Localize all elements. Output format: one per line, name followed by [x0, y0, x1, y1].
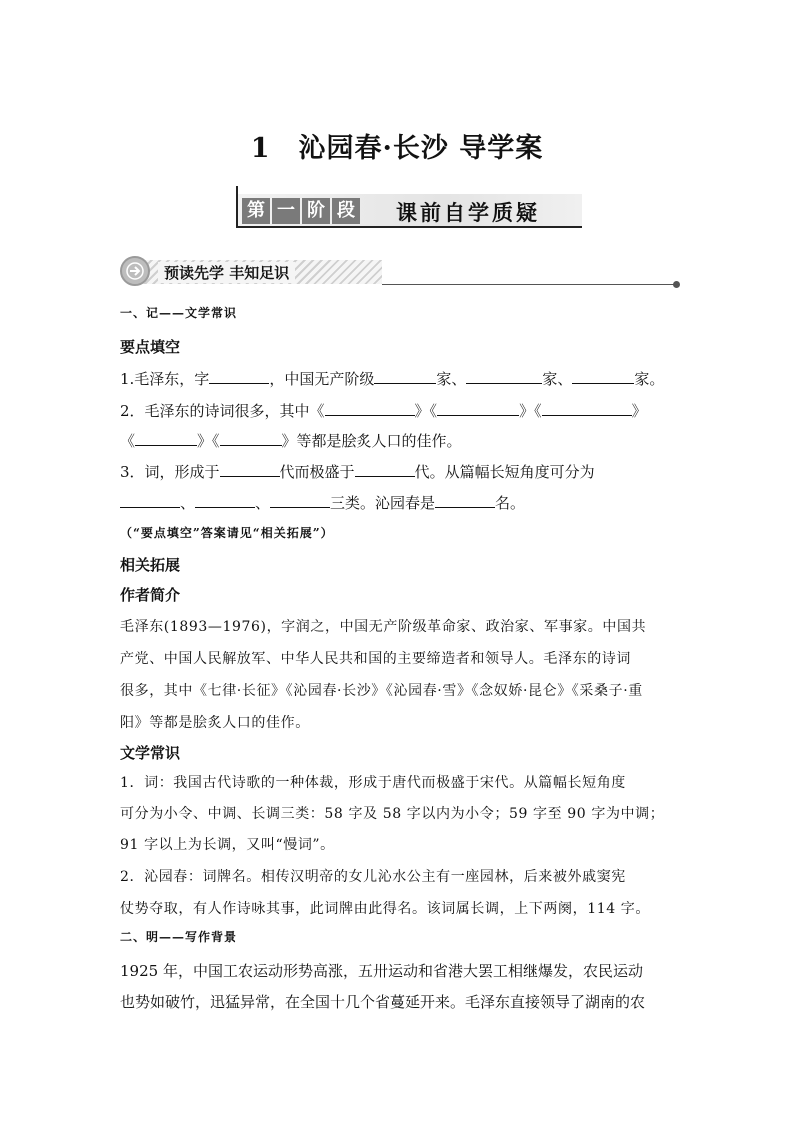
q2-text-d: 》 — [631, 402, 647, 420]
stage-vertical-rule — [236, 186, 238, 228]
q2-text-f: 》《 — [197, 432, 220, 450]
q3-text-b: 代而极盛于 — [279, 463, 355, 481]
stage-box: 第 — [242, 198, 270, 224]
stage-box: 阶 — [302, 198, 330, 224]
answer-blank[interactable] — [325, 401, 415, 416]
q2-text-g: 》等都是脍炙人口的佳作。 — [281, 432, 462, 450]
section-header — [120, 254, 680, 290]
question-3-continued — [120, 492, 525, 513]
section-rule-dot — [673, 281, 680, 288]
q1-text-e: 家。 — [634, 370, 665, 388]
answer-blank[interactable] — [195, 493, 255, 508]
author-text-line: 阳》等都是脍炙人口的佳作。 — [120, 715, 310, 731]
section-rule — [382, 284, 676, 285]
related-heading: 相关拓展 — [120, 556, 181, 574]
answer-blank[interactable] — [437, 401, 519, 416]
answer-blank[interactable] — [270, 493, 330, 508]
stage-number-boxes — [242, 198, 360, 224]
literary-text-line: 可分为小令、中调、长调三类：58 字及 58 字以内为小令；59 字至 90 字为中调； — [120, 806, 665, 822]
part1-heading: 一、记——文学常识 — [120, 306, 238, 320]
question-1 — [120, 368, 664, 389]
author-heading: 作者简介 — [120, 586, 181, 604]
answer-blank[interactable] — [220, 462, 280, 477]
arrow-right-circle-icon — [120, 256, 150, 286]
q3-text-c: 代。从篇幅长短角度可分为 — [414, 463, 595, 481]
question-3 — [120, 461, 595, 482]
answer-blank[interactable] — [120, 493, 180, 508]
answer-blank[interactable] — [572, 369, 634, 384]
author-text-line: 很多，其中《七律·长征》《沁园春·长沙》《沁园春·雪》《念奴娇·昆仑》《采桑子·重 — [120, 683, 643, 699]
literary-text-line: 1．词：我国古代诗歌的一种体裁，形成于唐代而极盛于宋代。从篇幅长短角度 — [120, 775, 626, 791]
q2-text-a: 2．毛泽东的诗词很多，其中《 — [120, 402, 325, 420]
author-text-line: 毛泽东(1893—1976)，字润之，中国无产阶级革命家、政治家、军事家。中国共 — [120, 619, 647, 635]
answer-blank[interactable] — [209, 369, 269, 384]
answer-blank[interactable] — [542, 401, 632, 416]
question-2-continued — [120, 430, 462, 451]
literary-text-line: 仗势夺取，有人作诗咏其事，此词牌由此得名。该词属长调，上下两阕，114 字。 — [120, 901, 650, 917]
background-text-line: 1925 年，中国工农运动形势高涨，五卅运动和省港大罢工相继爆发，农民运动 — [120, 962, 643, 980]
section-label: 预读先学 丰知足识 — [158, 262, 295, 283]
literary-text-line: 91 字以上为长调，又叫“慢词”。 — [120, 837, 335, 853]
q1-text-a: 1.毛泽东，字 — [120, 370, 210, 388]
q1-text-d: 家、 — [542, 370, 573, 388]
page-title: 1 沁园春·长沙 导学案 — [250, 133, 544, 164]
literary-text-line: 2．沁园春：词牌名。相传汉明帝的女儿沁水公主有一座园林，后来被外戚窦宪 — [120, 869, 626, 885]
answer-blank[interactable] — [135, 431, 197, 446]
answer-note: （“要点填空”答案请见“相关拓展”） — [120, 526, 334, 540]
q3-text-a: 3．词，形成于 — [120, 463, 220, 481]
answer-blank[interactable] — [355, 462, 415, 477]
q3-text-d: 、 — [180, 494, 196, 512]
stage-box: 一 — [272, 198, 300, 224]
answer-blank[interactable] — [435, 493, 495, 508]
q2-text-c: 》《 — [519, 402, 542, 420]
stage-box: 段 — [332, 198, 360, 224]
author-text-line: 产党、中国人民解放军、中华人民共和国的主要缔造者和领导人。毛泽东的诗词 — [120, 651, 631, 667]
q3-text-g: 名。 — [495, 494, 526, 512]
q3-text-e: 、 — [255, 494, 271, 512]
q2-text-b: 》《 — [414, 402, 438, 420]
question-2 — [120, 400, 647, 421]
stage-banner — [236, 186, 586, 226]
answer-blank[interactable] — [466, 369, 542, 384]
q2-text-e: 《 — [120, 432, 136, 450]
literary-heading: 文学常识 — [120, 744, 181, 762]
part2-heading: 二、明——写作背景 — [120, 930, 238, 944]
answer-blank[interactable] — [374, 369, 436, 384]
q3-text-f: 三类。沁园春是 — [330, 494, 436, 512]
q1-text-c: 家、 — [436, 370, 467, 388]
background-text-line: 也势如破竹，迅猛异常，在全国十几个省蔓延开来。毛泽东直接领导了湖南的农 — [120, 993, 646, 1011]
stage-label: 课前自学质疑 — [396, 201, 540, 225]
q1-text-b: ，中国无产阶级 — [269, 370, 375, 388]
answer-blank[interactable] — [220, 431, 282, 446]
fill-heading: 要点填空 — [120, 338, 181, 356]
